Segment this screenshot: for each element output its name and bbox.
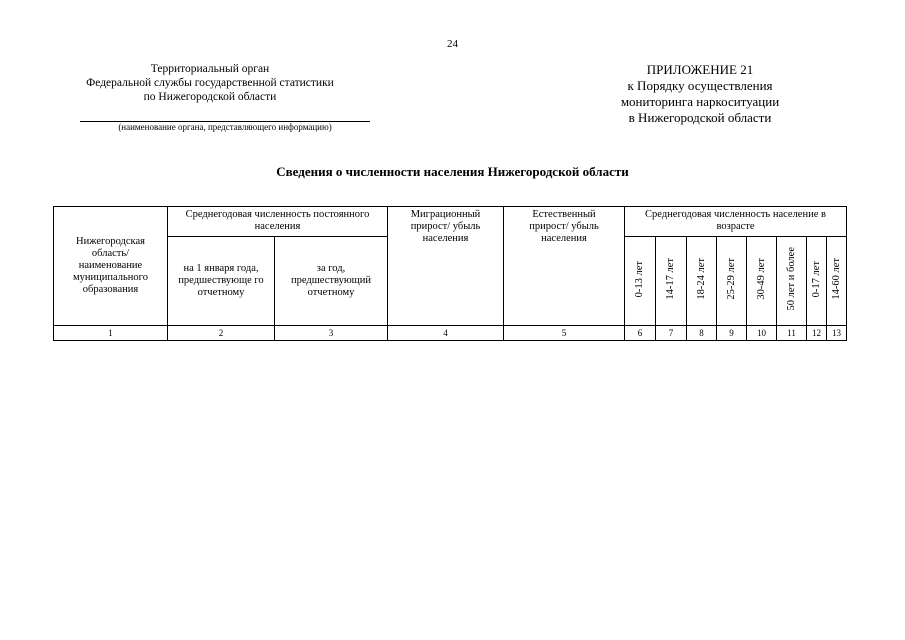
column-number: 13 bbox=[827, 326, 847, 341]
appendix-line-3: мониторинга наркоситуации bbox=[620, 94, 780, 109]
header-age-14-17: 14-17 лет bbox=[656, 237, 687, 326]
header-natural-growth: Естественный прирост/ убыль населения bbox=[504, 207, 625, 326]
column-number: 4 bbox=[388, 326, 504, 341]
header-age-group: Среднегодовая численность население в возрасте bbox=[625, 207, 847, 237]
reporting-organization bbox=[60, 62, 360, 104]
header-avg-population: Среднегодовая численность постоянного населения bbox=[168, 207, 388, 237]
column-number: 11 bbox=[777, 326, 807, 341]
header-age-30-49: 30-49 лет bbox=[747, 237, 777, 326]
appendix-line-4: в Нижегородской области bbox=[628, 110, 772, 125]
column-number: 10 bbox=[747, 326, 777, 341]
org-line-3: по Нижегородской области bbox=[143, 91, 277, 103]
appendix-header bbox=[580, 62, 820, 126]
appendix-line-1: ПРИЛОЖЕНИЕ 21 bbox=[646, 62, 754, 77]
column-number: 8 bbox=[687, 326, 717, 341]
population-table bbox=[53, 206, 847, 341]
column-number: 1 bbox=[54, 326, 168, 341]
page-number: 24 bbox=[447, 38, 458, 50]
column-number: 2 bbox=[168, 326, 275, 341]
document-title: Сведения о численности населения Нижегородской области bbox=[276, 164, 629, 179]
header-age-14-60: 14-60 лет bbox=[827, 237, 847, 326]
header-migration: Миграционный прирост/ убыль населения bbox=[388, 207, 504, 326]
column-number: 9 bbox=[717, 326, 747, 341]
column-number: 7 bbox=[656, 326, 687, 341]
org-line-1: Территориальный орган bbox=[150, 63, 270, 75]
appendix-line-2: к Порядку осуществления bbox=[627, 78, 773, 93]
column-number-row bbox=[54, 326, 847, 341]
header-age-50-plus: 50 лет и более bbox=[777, 237, 807, 326]
column-number: 6 bbox=[625, 326, 656, 341]
header-age-0-13: 0-13 лет bbox=[625, 237, 656, 326]
column-number: 12 bbox=[807, 326, 827, 341]
header-age-18-24: 18-24 лет bbox=[687, 237, 717, 326]
column-number: 5 bbox=[504, 326, 625, 341]
header-age-25-29: 25-29 лет bbox=[717, 237, 747, 326]
header-age-0-17: 0-17 лет bbox=[807, 237, 827, 326]
header-year: за год, предшествующий отчетному bbox=[275, 237, 388, 326]
column-number: 3 bbox=[275, 326, 388, 341]
org-line-2: Федеральной службы государственной статистики bbox=[86, 77, 334, 89]
header-jan1: на 1 января года, предшествующе го отчетному bbox=[168, 237, 275, 326]
org-caption: (наименование органа, представляющего информацию) bbox=[118, 122, 332, 132]
header-region: Нижегородская область/ наименование муниципального образования bbox=[54, 207, 168, 326]
